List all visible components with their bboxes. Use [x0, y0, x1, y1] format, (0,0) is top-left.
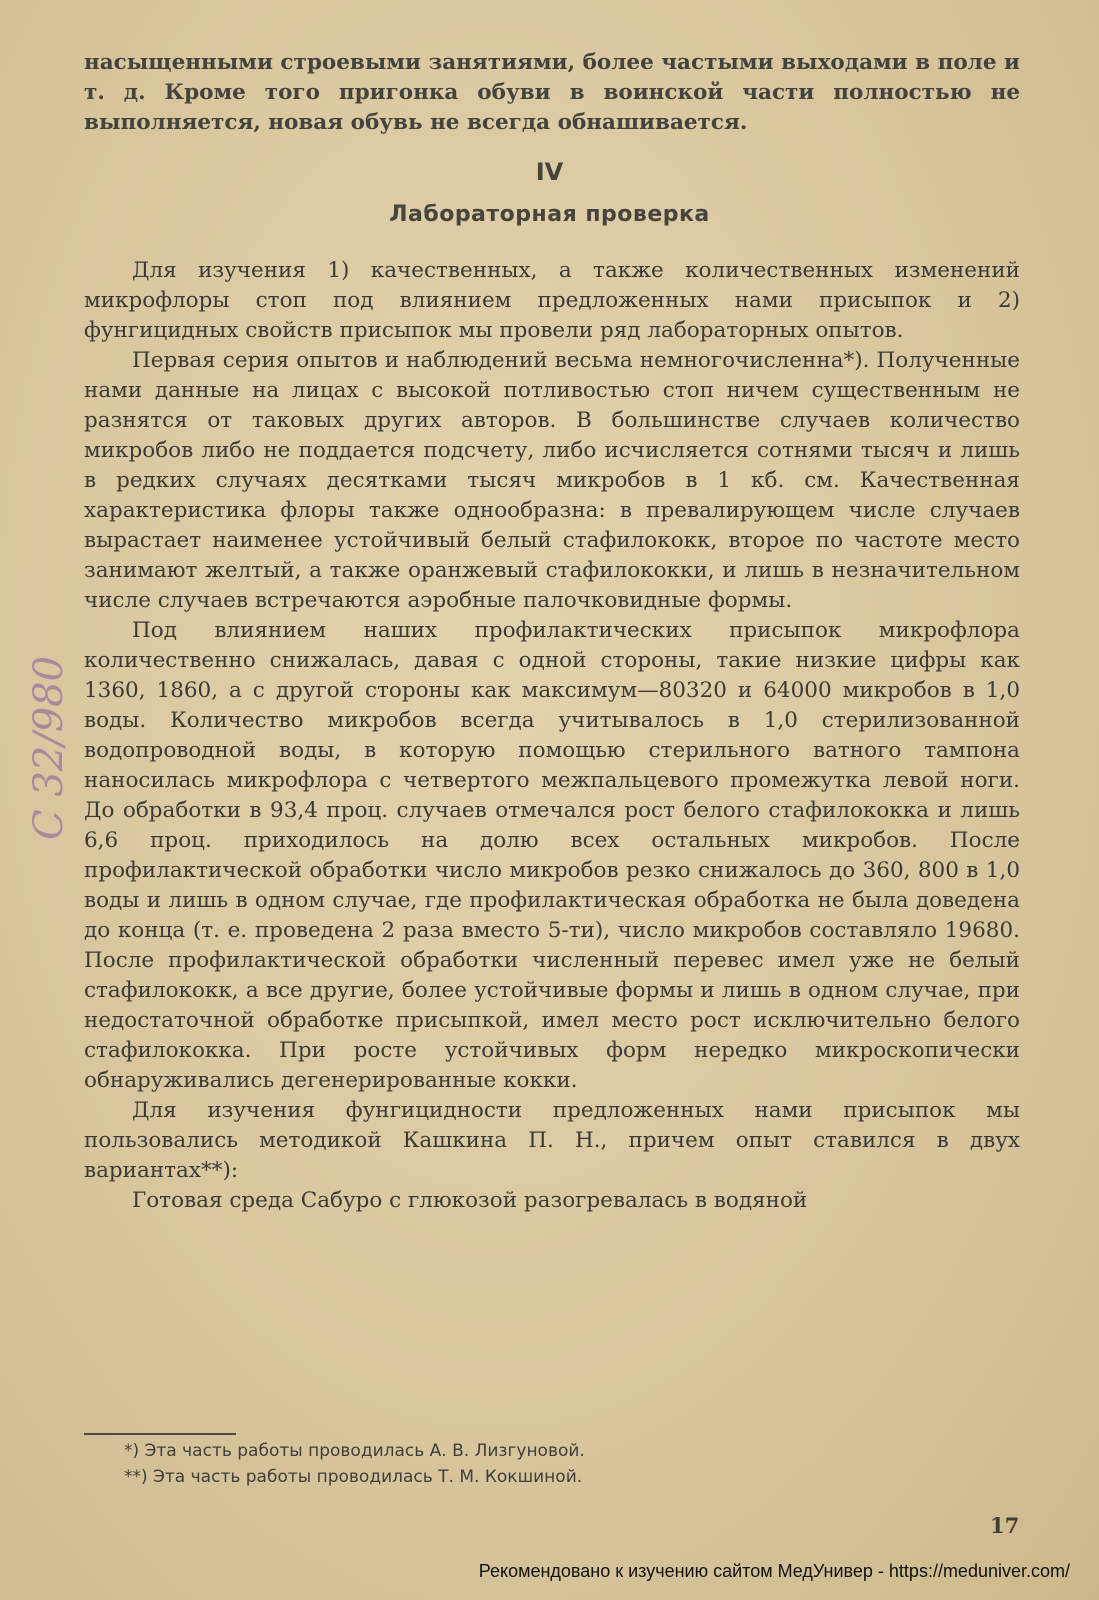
- page-number: 17: [990, 1513, 1020, 1538]
- paragraph: Для изучения 1) качественных, а также количественных изменений микрофлоры стоп под влиянием предложенных нами присыпок и 2) фунгицидных свойств присыпок мы провели ряд лабораторных опытов.: [84, 258, 1020, 343]
- footnote-divider: [84, 1433, 236, 1435]
- intro-text: насыщенными строевыми занятиями, более частыми выходами в поле и т. д. Кроме того пригонка обуви в воинской части полностью не выполняется, новая обувь не всегда обнашивается.: [84, 50, 1020, 135]
- footnote: *) Эта часть работы проводилась А. В. Лизгуновой.: [124, 1441, 585, 1461]
- paragraph: Под влиянием наших профилактических присыпок микрофлора количественно снижалась, давая с одной стороны, такие низкие цифры как 1360, 1860, а с другой стороны как максимум—80320 и 64000 микробов в 1,0 воды. Количество микробов всегда учитывалось в 1,0 стерилизованной водопроводной воды, в которую помощью стерильного ватного тампона наносилась микрофлора с четвертого межпальцевого промежутка левой ноги. До обработки в 93,4 проц. случаев отмечался рост белого стафилококка и лишь 6,6 проц. приходилось на долю всех остальных микробов. После профилактической обработки число микробов резко снижалось до 360, 800 в 1,0 воды и лишь в одном случае, где профилактическая обработка не была доведена до конца (т. е. проведена 2 раза вместо 5-ти), число микробов составляло 19680. После профилактической обработки численный перевес имел уже не белый стафилококк, а все другие, более устойчивые формы и лишь в одном случае, при недостаточной обработке присыпкой, имел место рост исключительно белого стафилококка. При росте устойчивых форм нередко микроскопически обнаруживались дегенерированные кокки.: [84, 618, 1020, 1093]
- intro-paragraph: [84, 48, 1020, 138]
- paragraph: Готовая среда Сабуро с глюкозой разогревалась в водяной: [132, 1188, 808, 1213]
- paragraph: Для изучения фунгицидности предложенных нами присыпок мы пользовались методикой Кашкина П. Н., причем опыт ставился в двух вариантах**):: [84, 1098, 1020, 1183]
- section-number: IV: [535, 158, 564, 186]
- section-title: Лабораторная проверка: [389, 202, 710, 227]
- archive-mark-text: С 32/980: [26, 655, 72, 840]
- archive-handwritten-mark: [20, 600, 80, 850]
- footnote: **) Эта часть работы проводилась Т. М. Кокшиной.: [124, 1467, 583, 1487]
- paragraph: Первая серия опытов и наблюдений весьма немногочисленна*). Полученные нами данные на лицах с высокой потливостью стоп ничем существенным не разнятся от таковых других авторов. В большинстве случаев количество микробов либо не поддается подсчету, либо исчисляется сотнями тысяч и лишь в редких случаях десятками тысяч микробов в 1 кб. см. Качественная характеристика флоры также однообразна: в превалирующем числе случаев вырастает наименее устойчивый белый стафилококк, второе по частоте место занимают желтый, а также оранжевый стафилококки, и лишь в незначительном числе случаев встречаются аэробные палочковидные формы.: [84, 348, 1020, 613]
- body-text: [84, 256, 1020, 1216]
- watermark: Рекомендовано к изучению сайтом МедУнивер - https://meduniver.com/: [478, 1561, 1070, 1581]
- footnotes: [124, 1438, 924, 1490]
